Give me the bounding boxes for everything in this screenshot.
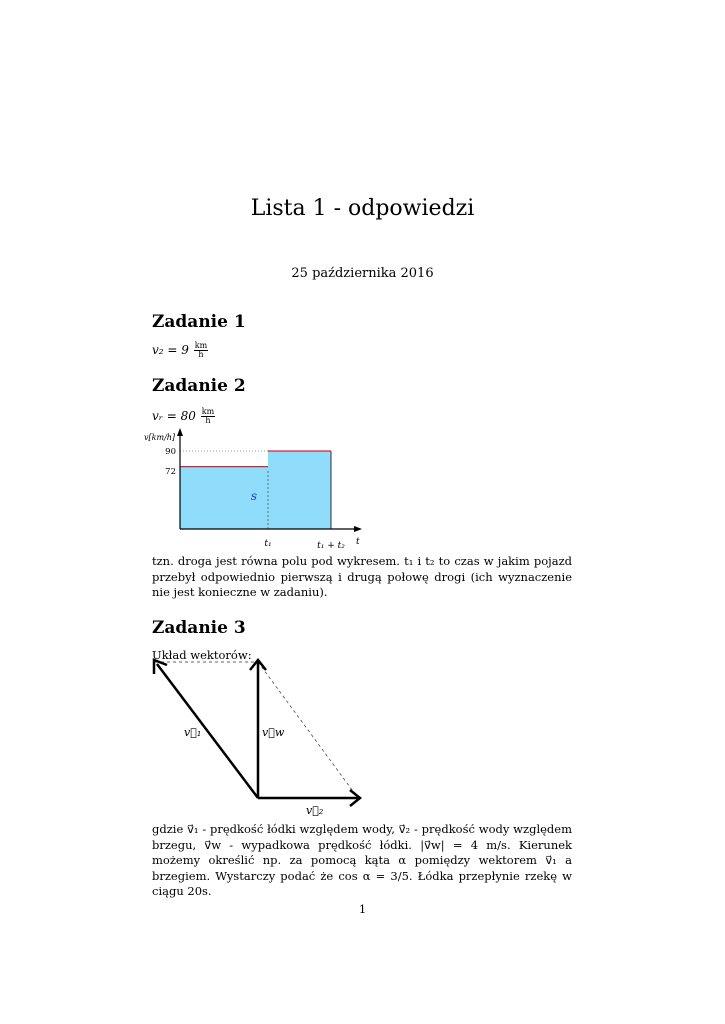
zadanie-2-explanation: tzn. droga jest równa polu pod wykresem. t₁ i t₂ to czas w jakim pojazd przebył odpowiednio pierwszą i drugą połowę drogi (ich wyznaczenie nie jest konieczne w zadaniu). — [152, 554, 572, 599]
unit-numerator: km — [194, 341, 208, 350]
vector-diagram — [140, 650, 380, 820]
zadanie-3-explanation: gdzie v⃗₁ - prędkość łódki względem wody, v⃗₂ - prędkość wody względem brzegu, v⃗w - wypadkowa prędkość łódki. |v⃗w| = 4 m/s. Kierunek możemy określić np. za pomocą kąta α pomiędzy wektorem v⃗₁ a brzegiem. Wystarczy podać że cos α = 3/5. Łódka przepłynie rzekę w ciągu 20s. — [152, 822, 572, 898]
y-tick-90: 90 — [165, 447, 176, 457]
vector-v1 — [157, 664, 258, 798]
unit-denominator: h — [198, 350, 204, 359]
area-label: s — [250, 489, 258, 503]
label-v2: v⃗₂ — [306, 804, 324, 817]
x-tick-t1: t₁ — [264, 539, 272, 549]
x-axis-arrow-icon — [354, 526, 362, 532]
area-segment-2 — [268, 451, 331, 529]
label-vw: v⃗w — [262, 726, 285, 739]
zadanie-1-lhs: v₂ = 9 — [152, 343, 189, 357]
unit-numerator: km — [201, 407, 215, 416]
y-axis-arrow-icon — [177, 428, 183, 436]
unit-fraction — [194, 342, 208, 359]
y-axis-label: v[km/h] — [144, 433, 176, 442]
zadanie-3-intro: Układ wektorów: — [152, 648, 252, 662]
zadanie-2-lhs: vᵣ = 80 — [152, 409, 196, 423]
unit-denominator: h — [205, 416, 211, 425]
x-tick-t1-plus-t2: t₁ + t₂ — [317, 541, 345, 551]
label-v1: v⃗₁ — [184, 726, 202, 739]
section-heading-zadanie-2: Zadanie 2 — [152, 376, 246, 396]
page-number: 1 — [358, 902, 367, 916]
x-axis-label: t — [356, 537, 360, 547]
page-title: Lista 1 - odpowiedzi — [250, 196, 475, 221]
section-heading-zadanie-1: Zadanie 1 — [152, 312, 246, 332]
y-tick-72: 72 — [165, 467, 176, 477]
velocity-time-chart — [140, 420, 380, 560]
section-heading-zadanie-3: Zadanie 3 — [152, 618, 246, 638]
document-date: 25 października 2016 — [291, 266, 434, 281]
zadanie-1-answer — [152, 342, 208, 359]
